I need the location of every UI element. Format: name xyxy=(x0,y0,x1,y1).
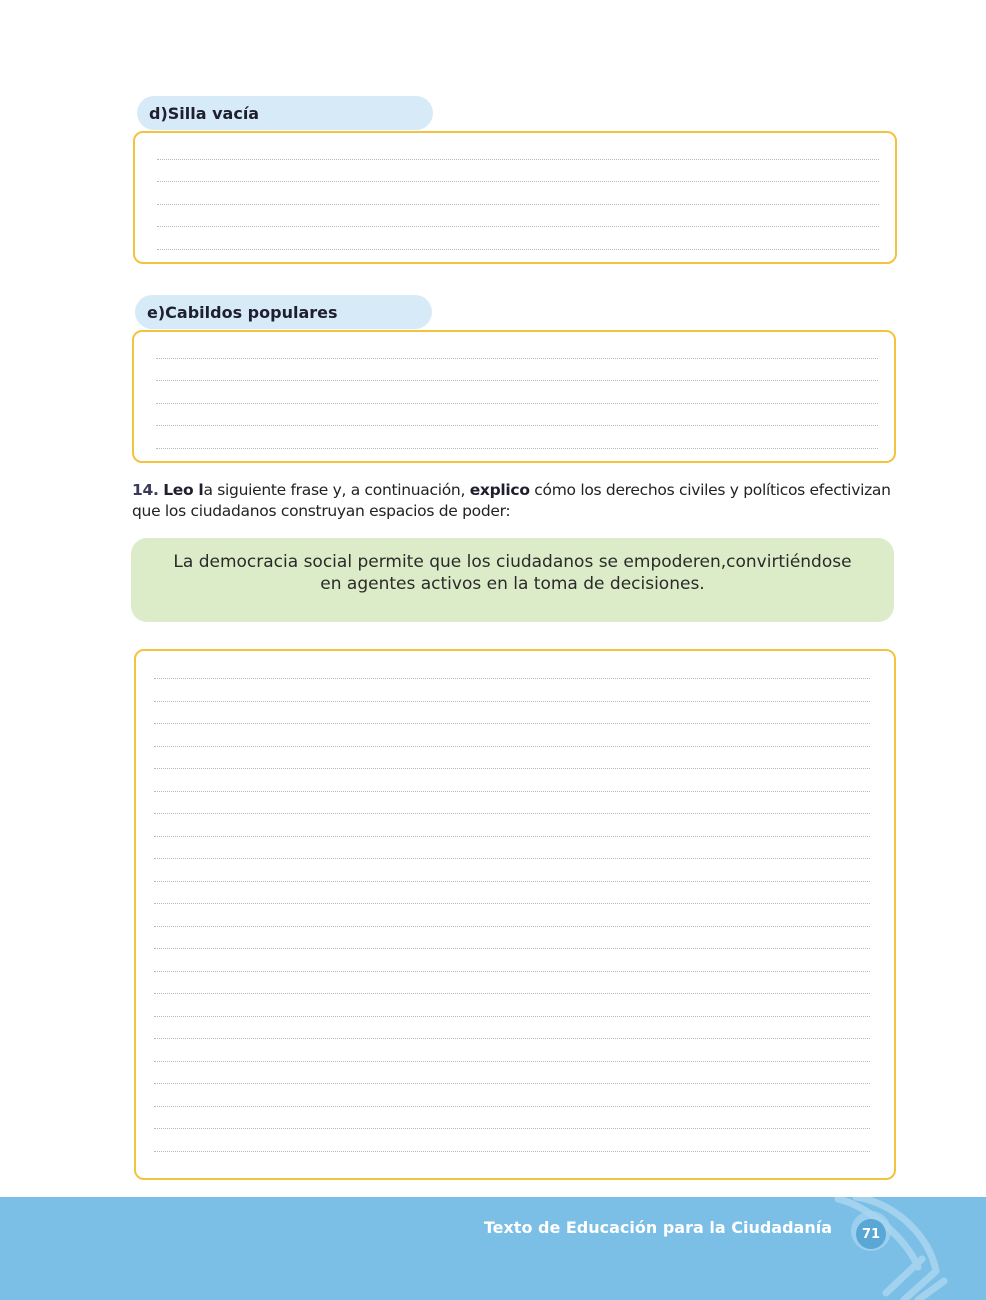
answer-line xyxy=(157,159,879,160)
answer-line xyxy=(154,723,870,724)
answer-line xyxy=(154,1038,870,1039)
section-label-e-text: e)Cabildos populares xyxy=(147,302,338,322)
answer-line xyxy=(154,971,870,972)
instruction-text-2: cómo los derechos civiles y políticos efectivizan que los ciudadanos construyan espacios de poder: xyxy=(132,481,891,520)
question-14-instruction xyxy=(132,480,902,522)
answer-line xyxy=(154,768,870,769)
question-number: 14. xyxy=(132,481,159,499)
answer-box-e[interactable] xyxy=(132,330,896,463)
instruction-verb-explico: explico xyxy=(469,481,530,499)
answer-line xyxy=(154,993,870,994)
answer-box-14[interactable] xyxy=(134,649,896,1180)
answer-line xyxy=(154,926,870,927)
footer-book-title: Texto de Educación para la Ciudadanía xyxy=(483,1218,832,1237)
answer-line xyxy=(154,791,870,792)
quote-box xyxy=(131,538,894,622)
answer-line xyxy=(154,678,870,679)
answer-line xyxy=(157,249,879,250)
answer-line xyxy=(156,380,878,381)
answer-line xyxy=(154,858,870,859)
answer-line xyxy=(156,448,878,449)
answer-line xyxy=(154,1061,870,1062)
answer-line xyxy=(154,1106,870,1107)
answer-box-d[interactable] xyxy=(133,131,897,264)
page-footer xyxy=(0,1197,986,1300)
page-number-badge xyxy=(856,1219,886,1249)
answer-line xyxy=(154,1016,870,1017)
answer-line xyxy=(154,903,870,904)
section-label-d xyxy=(137,96,433,130)
answer-line xyxy=(154,1083,870,1084)
answer-line xyxy=(154,1151,870,1152)
answer-line xyxy=(154,746,870,747)
answer-line xyxy=(156,425,878,426)
answer-line xyxy=(154,813,870,814)
answer-line xyxy=(157,204,879,205)
answer-line xyxy=(157,181,879,182)
answer-line xyxy=(154,1128,870,1129)
answer-line xyxy=(157,226,879,227)
section-label-d-text: d)Silla vacía xyxy=(149,103,260,123)
rocket-icon xyxy=(826,1197,956,1300)
answer-line xyxy=(154,701,870,702)
answer-line xyxy=(154,881,870,882)
answer-line xyxy=(154,948,870,949)
answer-line xyxy=(156,403,878,404)
answer-line xyxy=(154,836,870,837)
quote-text: La democracia social permite que los ciudadanos se empoderen,convirtiéndose en agentes activos en la toma de decisiones. xyxy=(173,552,852,594)
instruction-text-1: a siguiente frase y, a continuación, xyxy=(203,481,470,499)
section-label-e xyxy=(135,295,432,329)
answer-line xyxy=(156,358,878,359)
instruction-verb-leo: Leo l xyxy=(163,481,204,499)
page-number: 71 xyxy=(861,1226,881,1242)
